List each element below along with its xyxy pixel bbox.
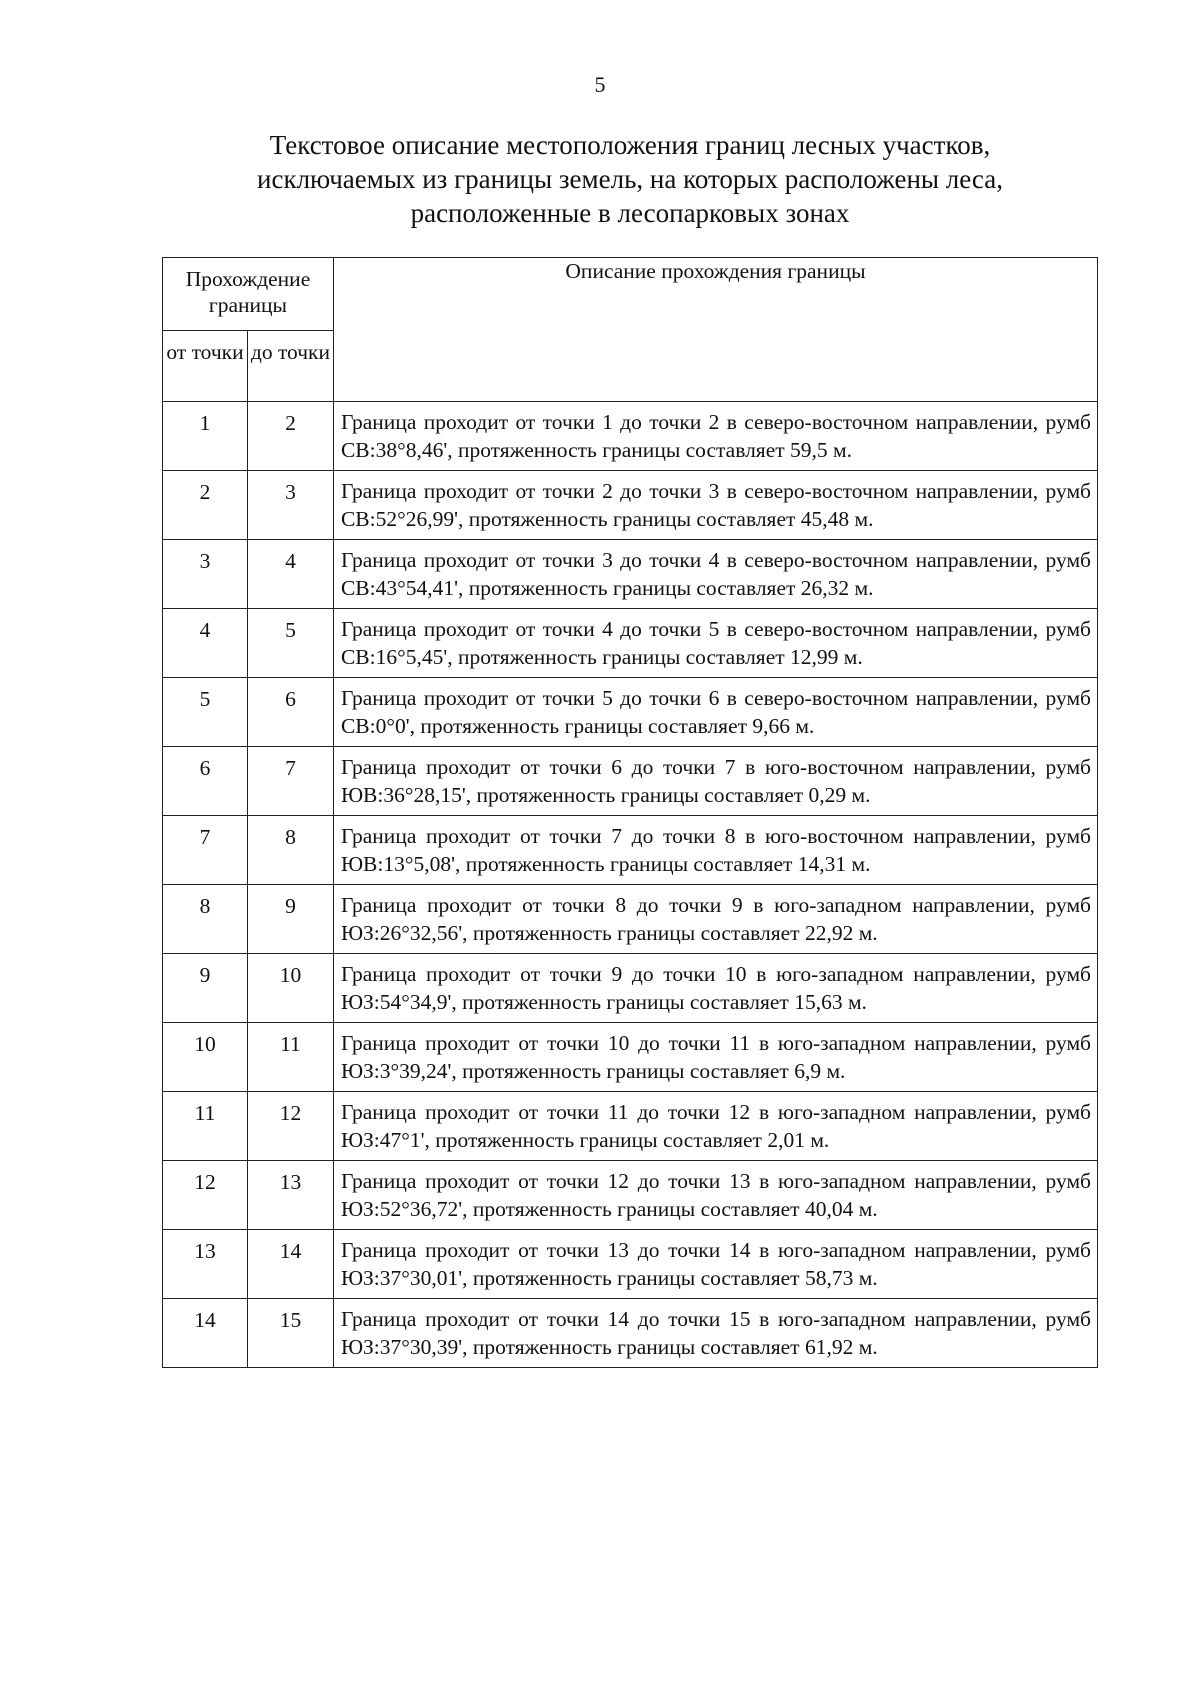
title-line-3: расположенные в лесопарковых зонах xyxy=(410,198,850,228)
description-cell: Граница проходит от точки 10 до точки 11 в юго-западном направлении, румб ЮЗ:3°39,24', протяженность границы составляет 6,9 м. xyxy=(333,1023,1097,1092)
header-description: Описание прохождения границы xyxy=(333,258,1097,402)
table-row xyxy=(163,1092,1098,1161)
description-cell: Граница проходит от точки 2 до точки 3 в северо-восточном направлении, румб СВ:52°26,99', протяженность границы составляет 45,48 м. xyxy=(333,471,1097,540)
from-point-cell: 13 xyxy=(163,1230,248,1299)
header-from-point: от точки xyxy=(163,331,248,402)
from-point-cell: 2 xyxy=(163,471,248,540)
from-point-cell: 9 xyxy=(163,954,248,1023)
title-line-2: исключаемых из границы земель, на которых расположены леса, xyxy=(257,164,1003,194)
description-cell: Граница проходит от точки 13 до точки 14 в юго-западном направлении, румб ЮЗ:37°30,01', протяженность границы составляет 58,73 м. xyxy=(333,1230,1097,1299)
description-cell: Граница проходит от точки 9 до точки 10 в юго-западном направлении, румб ЮЗ:54°34,9', протяженность границы составляет 15,63 м. xyxy=(333,954,1097,1023)
to-point-cell: 10 xyxy=(247,954,333,1023)
header-boundary-passage: Прохождение границы xyxy=(163,258,334,331)
from-point-cell: 4 xyxy=(163,609,248,678)
description-cell: Граница проходит от точки 1 до точки 2 в северо-восточном направлении, румб СВ:38°8,46', протяженность границы составляет 59,5 м. xyxy=(333,402,1097,471)
table-row xyxy=(163,1299,1098,1368)
to-point-cell: 7 xyxy=(247,747,333,816)
to-point-cell: 12 xyxy=(247,1092,333,1161)
description-cell: Граница проходит от точки 6 до точки 7 в юго-восточном направлении, румб ЮВ:36°28,15', протяженность границы составляет 0,29 м. xyxy=(333,747,1097,816)
table-row xyxy=(163,1230,1098,1299)
description-cell: Граница проходит от точки 4 до точки 5 в северо-восточном направлении, румб СВ:16°5,45', протяженность границы составляет 12,99 м. xyxy=(333,609,1097,678)
to-point-cell: 15 xyxy=(247,1299,333,1368)
from-point-cell: 1 xyxy=(163,402,248,471)
table-row xyxy=(163,1161,1098,1230)
description-cell: Граница проходит от точки 3 до точки 4 в северо-восточном направлении, румб СВ:43°54,41', протяженность границы составляет 26,32 м. xyxy=(333,540,1097,609)
table-row xyxy=(163,471,1098,540)
table-row xyxy=(163,816,1098,885)
from-point-cell: 6 xyxy=(163,747,248,816)
description-cell: Граница проходит от точки 14 до точки 15 в юго-западном направлении, румб ЮЗ:37°30,39', протяженность границы составляет 61,92 м. xyxy=(333,1299,1097,1368)
description-cell: Граница проходит от точки 12 до точки 13 в юго-западном направлении, румб ЮЗ:52°36,72', протяженность границы составляет 40,04 м. xyxy=(333,1161,1097,1230)
to-point-cell: 11 xyxy=(247,1023,333,1092)
to-point-cell: 2 xyxy=(247,402,333,471)
table-body xyxy=(163,402,1098,1368)
description-cell: Граница проходит от точки 5 до точки 6 в северо-восточном направлении, румб СВ:0°0', протяженность границы составляет 9,66 м. xyxy=(333,678,1097,747)
table-row xyxy=(163,885,1098,954)
to-point-cell: 3 xyxy=(247,471,333,540)
table-row xyxy=(163,1023,1098,1092)
to-point-cell: 9 xyxy=(247,885,333,954)
from-point-cell: 14 xyxy=(163,1299,248,1368)
to-point-cell: 8 xyxy=(247,816,333,885)
to-point-cell: 5 xyxy=(247,609,333,678)
from-point-cell: 7 xyxy=(163,816,248,885)
table-row xyxy=(163,954,1098,1023)
from-point-cell: 10 xyxy=(163,1023,248,1092)
table-row xyxy=(163,540,1098,609)
boundary-table xyxy=(162,257,1098,1368)
from-point-cell: 5 xyxy=(163,678,248,747)
table-row xyxy=(163,609,1098,678)
title-line-1: Текстовое описание местоположения границ лесных участков, xyxy=(269,130,991,160)
from-point-cell: 3 xyxy=(163,540,248,609)
to-point-cell: 14 xyxy=(247,1230,333,1299)
table-row xyxy=(163,747,1098,816)
from-point-cell: 12 xyxy=(163,1161,248,1230)
description-cell: Граница проходит от точки 11 до точки 12 в юго-западном направлении, румб ЮЗ:47°1', протяженность границы составляет 2,01 м. xyxy=(333,1092,1097,1161)
from-point-cell: 11 xyxy=(163,1092,248,1161)
table-row xyxy=(163,678,1098,747)
description-cell: Граница проходит от точки 8 до точки 9 в юго-западном направлении, румб ЮЗ:26°32,56', протяженность границы составляет 22,92 м. xyxy=(333,885,1097,954)
to-point-cell: 4 xyxy=(247,540,333,609)
to-point-cell: 6 xyxy=(247,678,333,747)
table-row xyxy=(163,402,1098,471)
description-cell: Граница проходит от точки 7 до точки 8 в юго-восточном направлении, румб ЮВ:13°5,08', протяженность границы составляет 14,31 м. xyxy=(333,816,1097,885)
from-point-cell: 8 xyxy=(163,885,248,954)
page-number: 5 xyxy=(594,72,606,97)
document-title xyxy=(150,128,1110,230)
header-to-point: до точки xyxy=(247,331,333,402)
to-point-cell: 13 xyxy=(247,1161,333,1230)
